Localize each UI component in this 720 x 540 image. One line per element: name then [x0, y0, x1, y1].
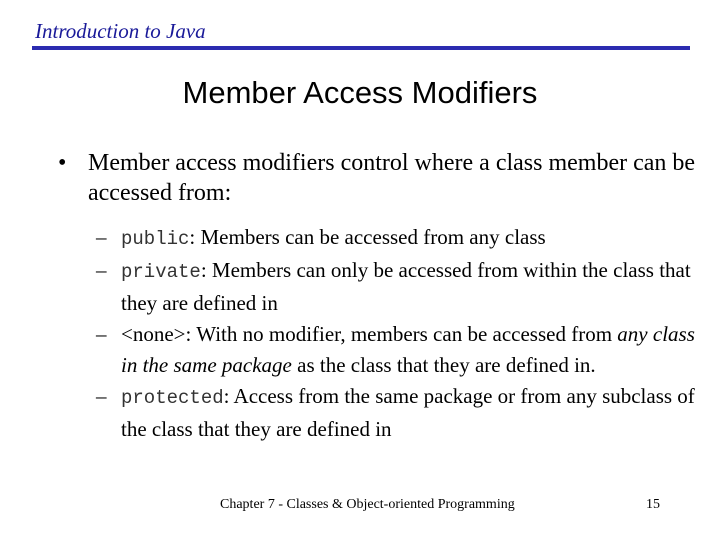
- course-title: Introduction to Java: [35, 19, 206, 43]
- slide-title: Member Access Modifiers: [182, 75, 538, 110]
- page-number: 15: [646, 497, 660, 512]
- sub-bullet-lead: <none>: With no modifier, members can be accessed from: [121, 322, 618, 346]
- bullet-item: [58, 148, 698, 208]
- dash-icon: –: [96, 322, 107, 346]
- sub-bullet-list: [96, 222, 696, 445]
- footer-chapter: Chapter 7 - Classes & Object-oriented Programming: [220, 497, 515, 512]
- sub-bullet-text: [121, 255, 696, 319]
- sub-bullet-emphasis: any class in the same package: [121, 322, 695, 377]
- sub-bullet-protected: [96, 381, 696, 445]
- sub-bullet-text: [121, 319, 696, 381]
- bullet-text: Member access modifiers control where a class member can be accessed from:: [88, 150, 696, 206]
- sub-bullet-description: as the class that they are defined in.: [291, 353, 596, 377]
- keyword-public: public: [121, 228, 190, 250]
- bullet-list: [58, 148, 698, 208]
- dash-icon: –: [96, 258, 107, 282]
- sub-bullet-none: [96, 319, 696, 381]
- sub-bullet-private: [96, 255, 696, 319]
- header-divider: [32, 46, 690, 50]
- bullet-dot-icon: •: [58, 150, 67, 176]
- dash-icon: –: [96, 384, 107, 408]
- sub-bullet-public: [96, 222, 696, 255]
- keyword-private: private: [121, 261, 201, 283]
- sub-bullet-description: : Members can only be accessed from within the class that they are defined in: [121, 258, 691, 315]
- keyword-protected: protected: [121, 387, 224, 409]
- sub-bullet-text: [121, 381, 696, 445]
- sub-bullet-description: : Members can be accessed from any class: [189, 225, 546, 249]
- dash-icon: –: [96, 225, 107, 249]
- sub-bullet-text: [121, 222, 696, 255]
- sub-bullet-description: : Access from the same package or from any subclass of the class that they are defined in: [121, 384, 695, 441]
